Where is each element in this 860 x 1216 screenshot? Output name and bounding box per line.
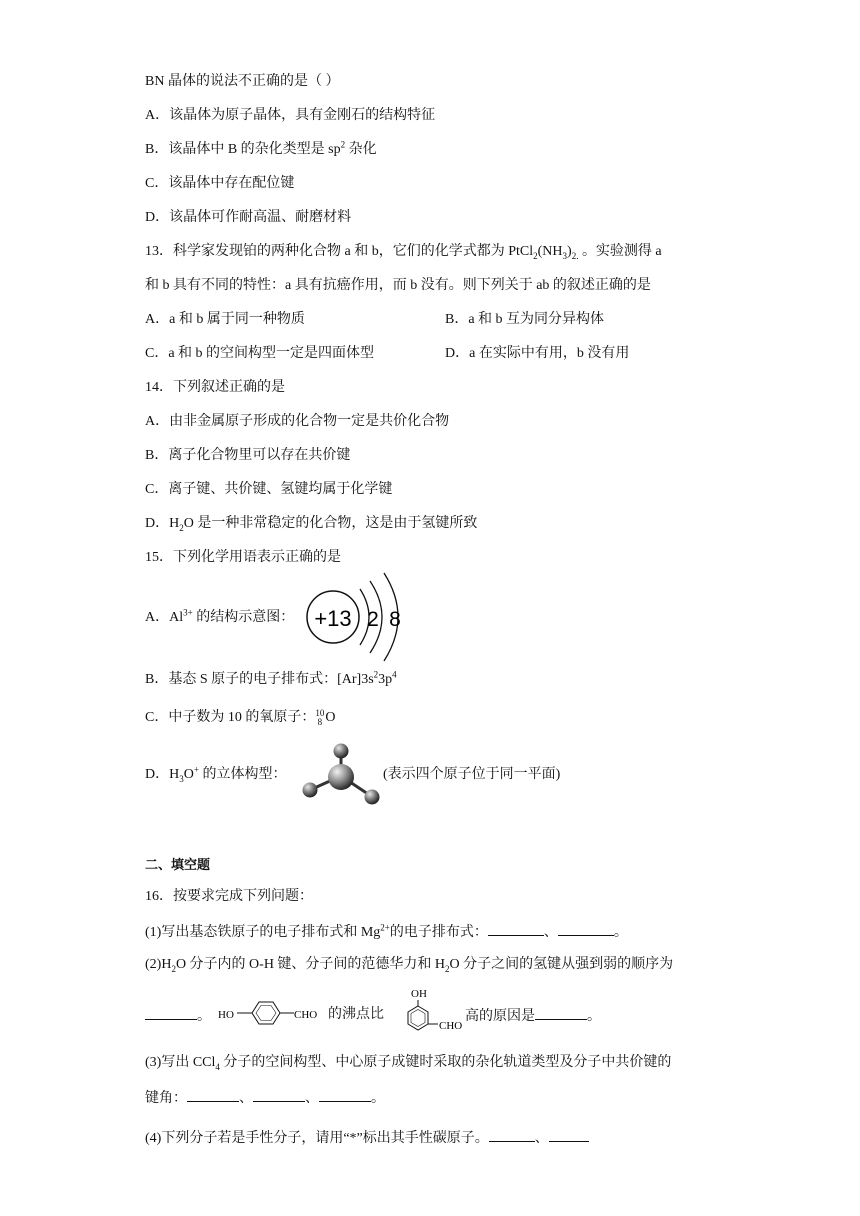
mol-ho-label: HO [218,1009,234,1021]
q12-option-c: C．该晶体中存在配位键 [145,176,295,191]
answer-blank[interactable] [319,1087,371,1102]
mol-cho-label: CHO [294,1009,318,1021]
q14-option-a: A．由非金属原子形成的化合物一定是共价化合物 [145,414,450,429]
q13-stem-line1: 13．科学家发现铂的两种化合物 a 和 b，它们的化学式都为 $PtCl_2(NH_3)_{2.}$ 。实验测得 a [145,244,662,261]
answer-blank[interactable] [549,1127,589,1142]
ortho-hydroxybenzaldehyde-structure [394,984,469,1034]
q16-part2-reason: 高的原因是 。 [465,1005,601,1027]
q13-option-a: A．a 和 b 属于同一种物质 [145,312,305,327]
q12-stem: BN 晶体的说法不正确的是（ ） [145,74,340,89]
q13-stem-line2: 和 b 具有不同的特性：a 具有抗癌作用，而 b 没有。则下列关于 ab 的叙述正确的是 [145,278,651,293]
q12-option-b: B．该晶体中 B 的杂化类型是 $sp^2$ 杂化 [145,139,377,157]
q16-part2-line2: 。 [145,1005,211,1027]
answer-blank[interactable] [489,1127,535,1142]
mol-cho-label-ortho: CHO [439,1020,463,1032]
answer-blank[interactable] [535,1005,587,1020]
answer-blank[interactable] [253,1087,305,1102]
answer-blank[interactable] [488,921,544,936]
q16-part2-line1: $(2)H_2O$ 分子内的 O-H 键、分子间的范德华力和 $H_2O$ 分子之间的氢键从强到弱的顺序为 [145,957,674,974]
q14-option-b: B．离子化合物里可以存在共价键 [145,448,351,463]
al-shell2-electrons: 8 [389,608,401,631]
q15-option-b: B．基态 S 原子的电子排布式：$[Ar]3s^23p^4$ [145,669,397,687]
para-hydroxybenzaldehyde-structure [210,996,330,1030]
q13-option-d: D．a 在实际中有用，b 没有用 [445,346,630,361]
q14-option-c: C．离子键、共价键、氢键均属于化学键 [145,482,393,497]
q16-part3-line1: (3)写出 CCl$_4$ 分子的空间构型、中心原子成键时采取的杂化轨道类型及分子中共价键的 [145,1055,672,1072]
al-ion-structure-diagram [300,570,420,670]
q15-d-note: (表示四个原子位于同一平面) [383,767,561,782]
answer-blank[interactable] [558,921,614,936]
q13-option-c: C．a 和 b 的空间构型一定是四面体型 [145,346,375,361]
mol-oh-label: OH [411,988,427,1000]
q16-part4: (4)下列分子若是手性分子，请用“*”标出其手性碳原子。 、 [145,1127,589,1149]
q15-option-d: D．$H_3O^+$ 的立体构型： [145,764,287,784]
q14-option-d: D．$H_2O$ 是一种非常稳定的化合物，这是由于氢键所致 [145,516,478,533]
answer-blank[interactable] [145,1005,197,1020]
q14-stem: 14．下列叙述正确的是 [145,380,285,395]
q15-option-c: C．中子数为 10 的氧原子：10 8 O [145,707,336,727]
q16-part1: (1)写出基态铁原子的电子排布式和 $Mg^{2+}$的电子排布式： 、 。 [145,922,628,940]
q13-option-b: B．a 和 b 互为同分异构体 [445,312,605,327]
al-nucleus-label: +13 [314,606,352,631]
al-shell1-electrons: 2 [367,608,379,631]
q12-option-a: A．该晶体为原子晶体，具有金刚石的结构特征 [145,108,436,123]
h3o-ball-stick-model [296,738,386,810]
q15-option-a: A．$Al^{3+}$ 的结构示意图： [145,607,295,625]
section-title-fill-blank: 二、填空题 [145,858,211,873]
q15-stem: 15．下列化学用语表示正确的是 [145,550,341,565]
q16-stem: 16．按要求完成下列问题： [145,889,313,904]
answer-blank[interactable] [187,1087,239,1102]
q16-part2-bp-text: 的沸点比 [328,1007,384,1022]
q12-option-d: D．该晶体可作耐高温、耐磨材料 [145,210,352,225]
q16-part3-line2: 键角： 、 、 。 [145,1087,385,1109]
